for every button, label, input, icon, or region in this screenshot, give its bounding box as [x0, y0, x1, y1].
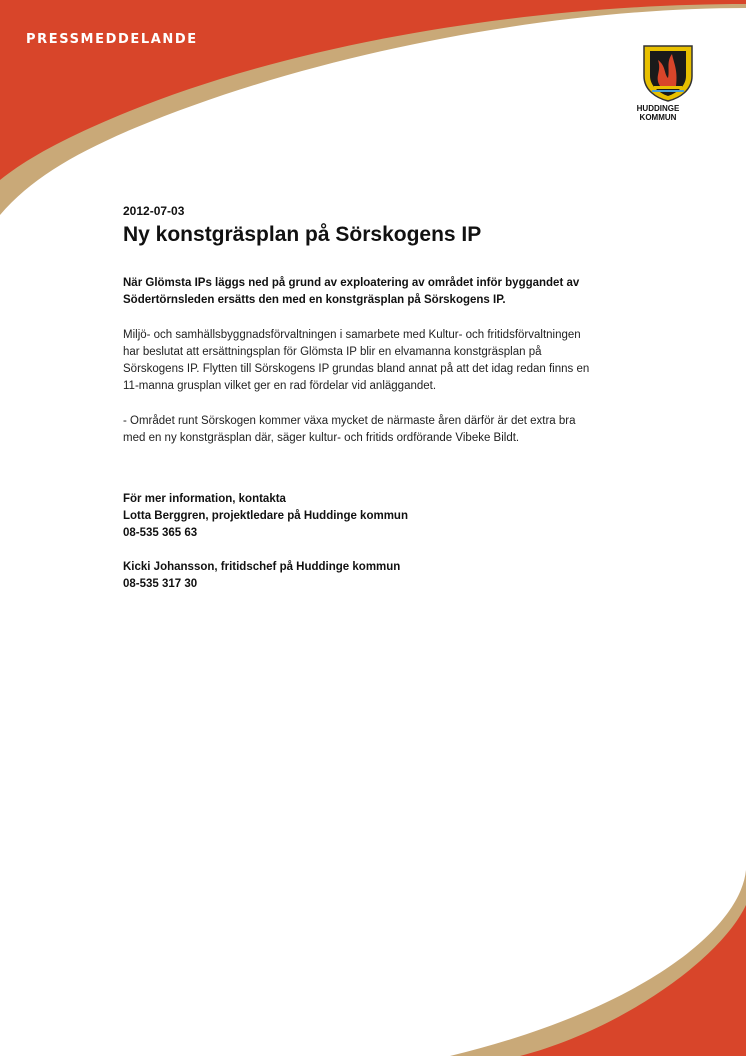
contact-block-2	[123, 559, 593, 593]
contact-person-1: Lotta Berggren, projektledare på Huddinge kommun	[123, 510, 408, 522]
contact-phone-2: 08-535 317 30	[123, 578, 198, 590]
logo-line1: HUDDINGE	[636, 104, 680, 113]
logo-text	[628, 104, 688, 122]
article-paragraph-1: Miljö- och samhällsbyggnadsförvaltningen i samarbete med Kultur- och fritidsförvaltningen har beslutat att ersättningsplan för Glömsta IP blir en elvamanna konstgräsplan på Sörskogens IP. Flytten till Sörskogens IP grundas bland annat på att det idag redan finns en 11-manna grusplan vilket ger en rad fördelar vid anläggandet.	[123, 329, 590, 392]
article	[123, 204, 593, 593]
article-lead: När Glömsta IPs läggs ned på grund av exploatering av området inför byggandet av Södertörnsleden ersätts den med en konstgräsplan på Sörskogens IP.	[123, 277, 580, 306]
article-date: 2012-07-03	[123, 204, 185, 218]
article-paragraph-2: - Området runt Sörskogen kommer växa mycket de närmaste åren därför är det extra bra med en ny konstgräsplan där, säger kultur- och fritids ordförande Vibeke Bildt.	[123, 415, 576, 444]
press-release-label: PRESSMEDDELANDE	[26, 32, 198, 47]
huddinge-coat-of-arms-icon	[640, 42, 696, 102]
contact-phone-1: 08-535 365 63	[123, 527, 198, 539]
contact-block-1	[123, 491, 593, 542]
contact-heading: För mer information, kontakta	[123, 493, 286, 505]
contact-person-2: Kicki Johansson, fritidschef på Huddinge kommun	[123, 561, 401, 573]
article-title: Ny konstgräsplan på Sörskogens IP	[123, 223, 482, 246]
logo-line2: KOMMUN	[639, 113, 677, 122]
